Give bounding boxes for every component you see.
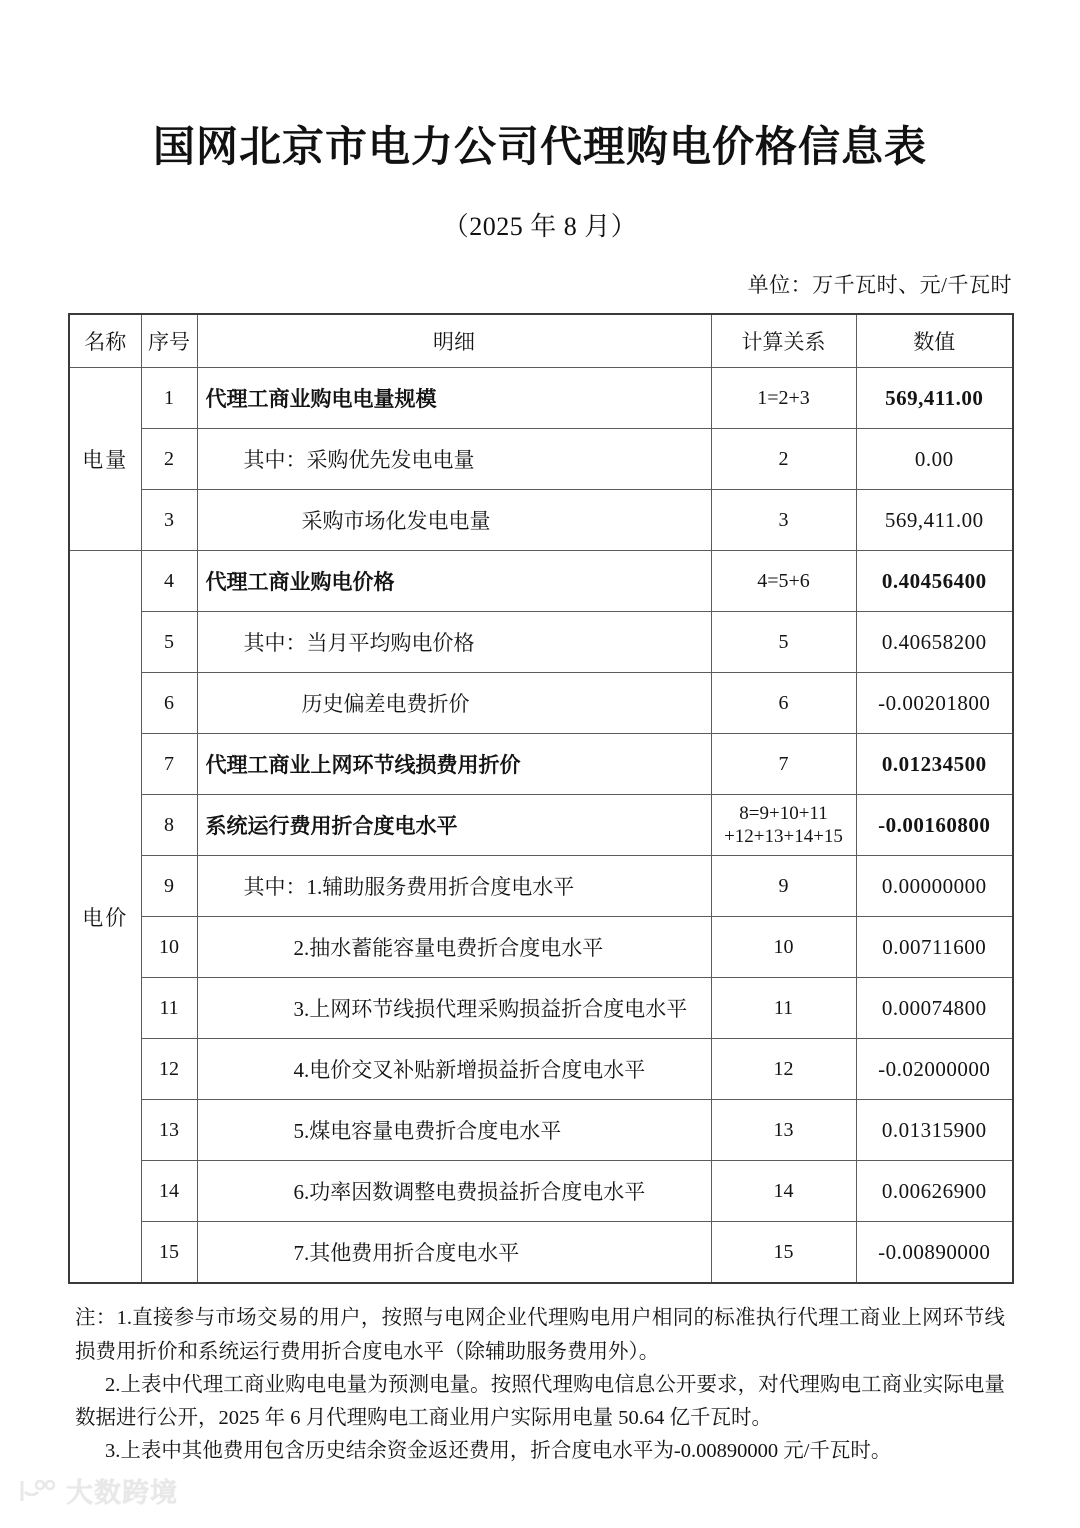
cell-calc: 10 <box>711 917 856 978</box>
table-row <box>69 917 1013 978</box>
header-name: 名称 <box>69 314 141 368</box>
cell-calc: 12 <box>711 1039 856 1100</box>
cell-seq: 12 <box>141 1039 197 1100</box>
cell-detail: 5.煤电容量电费折合度电水平 <box>197 1100 711 1161</box>
cell-calc: 4=5+6 <box>711 551 856 612</box>
table-header-row <box>69 314 1013 368</box>
cell-detail: 代理工商业购电价格 <box>197 551 711 612</box>
table-row <box>69 1222 1013 1284</box>
price-table-container <box>68 313 1012 1284</box>
cell-seq: 14 <box>141 1161 197 1222</box>
table-row <box>69 673 1013 734</box>
header-seq: 序号 <box>141 314 197 368</box>
table-row <box>69 1100 1013 1161</box>
page-title: 国网北京市电力公司代理购电价格信息表 <box>152 123 927 170</box>
cell-calc: 13 <box>711 1100 856 1161</box>
row-group-label: 电量 <box>69 368 141 551</box>
table-row <box>69 429 1013 490</box>
cell-detail: 其中：当月平均购电价格 <box>197 612 711 673</box>
unit-note: 单位：万千瓦时、元/千瓦时 <box>747 273 1012 298</box>
table-header <box>69 314 1013 368</box>
cell-seq: 3 <box>141 490 197 551</box>
watermark-text: 大数跨境 <box>66 1478 178 1508</box>
footnote-3: 3.上表中其他费用包含历史结余资金返还费用，折合度电水平为-0.00890000 元/千瓦时。 <box>105 1440 892 1463</box>
cell-seq: 13 <box>141 1100 197 1161</box>
cell-detail: 6.功率因数调整电费损益折合度电水平 <box>197 1161 711 1222</box>
cell-calc: 1=2+3 <box>711 368 856 429</box>
watermark-logo-icon <box>18 1478 58 1504</box>
cell-value: 0.01234500 <box>856 734 1013 795</box>
table-row <box>69 856 1013 917</box>
cell-detail: 3.上网环节线损代理采购损益折合度电水平 <box>197 978 711 1039</box>
cell-value: 0.40456400 <box>856 551 1013 612</box>
cell-value: 0.00074800 <box>856 978 1013 1039</box>
page-subtitle: （2025 年 8 月） <box>442 212 638 242</box>
cell-value: 0.01315900 <box>856 1100 1013 1161</box>
cell-calc: 9 <box>711 856 856 917</box>
cell-seq: 4 <box>141 551 197 612</box>
price-info-table <box>68 313 1014 1284</box>
table-row <box>69 551 1013 612</box>
cell-detail: 其中：1.辅助服务费用折合度电水平 <box>197 856 711 917</box>
footnote-1: 注：1.直接参与市场交易的用户，按照与电网企业代理购电用户相同的标准执行代理工商业上网环节线损费用折价和系统运行费用折合度电水平（除辅助服务费用外）。 <box>75 1307 1005 1363</box>
cell-calc: 8=9+10+11 +12+13+14+15 <box>711 795 856 856</box>
table-row <box>69 734 1013 795</box>
cell-calc: 5 <box>711 612 856 673</box>
cell-detail: 历史偏差电费折价 <box>197 673 711 734</box>
cell-calc: 7 <box>711 734 856 795</box>
cell-seq: 8 <box>141 795 197 856</box>
cell-detail: 其中：采购优先发电电量 <box>197 429 711 490</box>
cell-calc: 6 <box>711 673 856 734</box>
cell-detail: 7.其他费用折合度电水平 <box>197 1222 711 1284</box>
cell-detail: 采购市场化发电电量 <box>197 490 711 551</box>
cell-value: 0.00 <box>856 429 1013 490</box>
cell-seq: 2 <box>141 429 197 490</box>
cell-detail: 2.抽水蓄能容量电费折合度电水平 <box>197 917 711 978</box>
cell-seq: 9 <box>141 856 197 917</box>
cell-detail: 代理工商业上网环节线损费用折价 <box>197 734 711 795</box>
footnotes <box>75 1302 1005 1468</box>
footnote-2: 2.上表中代理工商业购电电量为预测电量。按照代理购电信息公开要求，对代理购电工商业实际电量数据进行公开，2025 年 6 月代理购电工商业用户实际用电量 50.64 亿千瓦时。 <box>75 1373 1005 1429</box>
table-row <box>69 978 1013 1039</box>
cell-calc: 2 <box>711 429 856 490</box>
cell-value: 0.00000000 <box>856 856 1013 917</box>
cell-calc: 11 <box>711 978 856 1039</box>
table-row <box>69 1039 1013 1100</box>
cell-value: -0.02000000 <box>856 1039 1013 1100</box>
cell-value: 569,411.00 <box>856 490 1013 551</box>
cell-seq: 6 <box>141 673 197 734</box>
cell-detail: 4.电价交叉补贴新增损益折合度电水平 <box>197 1039 711 1100</box>
table-row <box>69 612 1013 673</box>
cell-seq: 10 <box>141 917 197 978</box>
header-value: 数值 <box>856 314 1013 368</box>
cell-seq: 5 <box>141 612 197 673</box>
cell-value: -0.00201800 <box>856 673 1013 734</box>
watermark <box>18 1471 178 1510</box>
cell-seq: 7 <box>141 734 197 795</box>
table-row <box>69 1161 1013 1222</box>
cell-calc: 14 <box>711 1161 856 1222</box>
cell-detail: 代理工商业购电电量规模 <box>197 368 711 429</box>
cell-seq: 1 <box>141 368 197 429</box>
cell-value: 0.40658200 <box>856 612 1013 673</box>
cell-calc: 15 <box>711 1222 856 1284</box>
cell-seq: 11 <box>141 978 197 1039</box>
cell-value: 0.00711600 <box>856 917 1013 978</box>
header-detail: 明细 <box>197 314 711 368</box>
row-group-label: 电价 <box>69 551 141 1284</box>
table-row <box>69 368 1013 429</box>
cell-value: 0.00626900 <box>856 1161 1013 1222</box>
cell-value: -0.00890000 <box>856 1222 1013 1284</box>
cell-seq: 15 <box>141 1222 197 1284</box>
cell-value: -0.00160800 <box>856 795 1013 856</box>
header-calc: 计算关系 <box>711 314 856 368</box>
cell-value: 569,411.00 <box>856 368 1013 429</box>
table-row <box>69 490 1013 551</box>
cell-detail: 系统运行费用折合度电水平 <box>197 795 711 856</box>
table-body <box>69 368 1013 1284</box>
cell-calc: 3 <box>711 490 856 551</box>
table-row <box>69 795 1013 856</box>
